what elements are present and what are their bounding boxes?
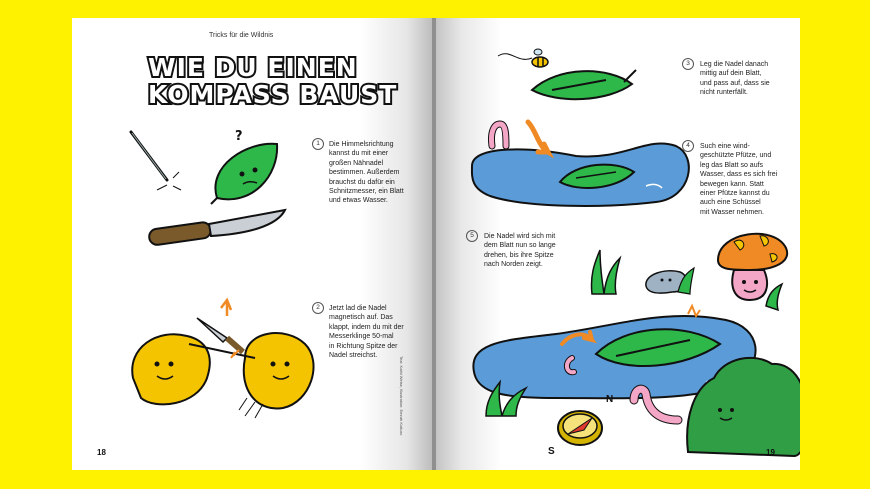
step-3-number: 3 — [682, 58, 694, 70]
carving-knife-illustration — [147, 206, 287, 251]
step-1-number: 1 — [312, 138, 324, 150]
stone-character-illustration — [642, 266, 702, 296]
step-3-text: Leg die Nadel danach mittig auf dein Blatt, und pass auf, dass sie nicht runterfällt. — [700, 61, 770, 97]
title-line-1: WIE DU EINEN — [148, 53, 358, 82]
step-2-text: Jetzt lad die Nadel magnetisch auf. Das klappt, indem du mit der Messerklinge 50-mal in Richtung Spitze der Nadel streichst. — [329, 305, 404, 360]
step-2-number: 2 — [312, 302, 324, 314]
bush-character-illustration — [684, 348, 800, 458]
svg-text:?: ? — [235, 129, 243, 144]
magazine-spread — [72, 18, 800, 470]
grass-tuft-illustration — [586, 246, 626, 296]
running-head: Tricks für die Wildnis — [209, 32, 274, 39]
step-4-number: 4 — [682, 140, 694, 152]
step-5-number: 5 — [466, 230, 478, 242]
step-1-text: Die Himmelsrichtung kannst du mit einer großen Nähnadel bestimmen. Außerdem brauchst du dafür ein Schnitzmesser, ein Blatt und etwas Wasser. — [329, 141, 404, 205]
compass-north-label: N — [606, 394, 614, 405]
puddle-with-leaf-illustration — [466, 116, 696, 211]
needle-illustration — [127, 128, 187, 198]
right-page — [436, 18, 800, 470]
page-number-left: 18 — [97, 448, 106, 457]
left-page — [72, 18, 432, 470]
leaf-character-illustration — [207, 129, 282, 206]
page-number-right: 19 — [766, 448, 775, 457]
title-line-2: KOMPASS BAUST — [148, 80, 398, 109]
compass-south-label: S — [548, 446, 555, 457]
grass-tuft-left-illustration — [482, 378, 532, 418]
mushroom-character-illustration — [714, 224, 794, 314]
illustration-credit: Text: Kathi Weise, Illustration: Emrah Kotturo — [399, 356, 404, 436]
step-4-text: Such eine wind- geschützte Pfütze, und leg das Blatt so aufs Wasser, dass es sich frei bewegen kann. Statt einer Pfütze kannst du auch eine Schüssel mit Wasser nehmen. — [700, 143, 778, 216]
step-5-text: Die Nadel wird sich mit dem Blatt nun so lange drehen, bis ihre Spitze nach Norden zeigt. — [484, 233, 556, 269]
hands-magnetizing-illustration — [127, 298, 327, 423]
compass-illustration — [540, 394, 620, 457]
page-title — [148, 54, 408, 108]
leaf-with-needle-illustration — [528, 64, 638, 104]
worm-illustration — [628, 380, 688, 430]
